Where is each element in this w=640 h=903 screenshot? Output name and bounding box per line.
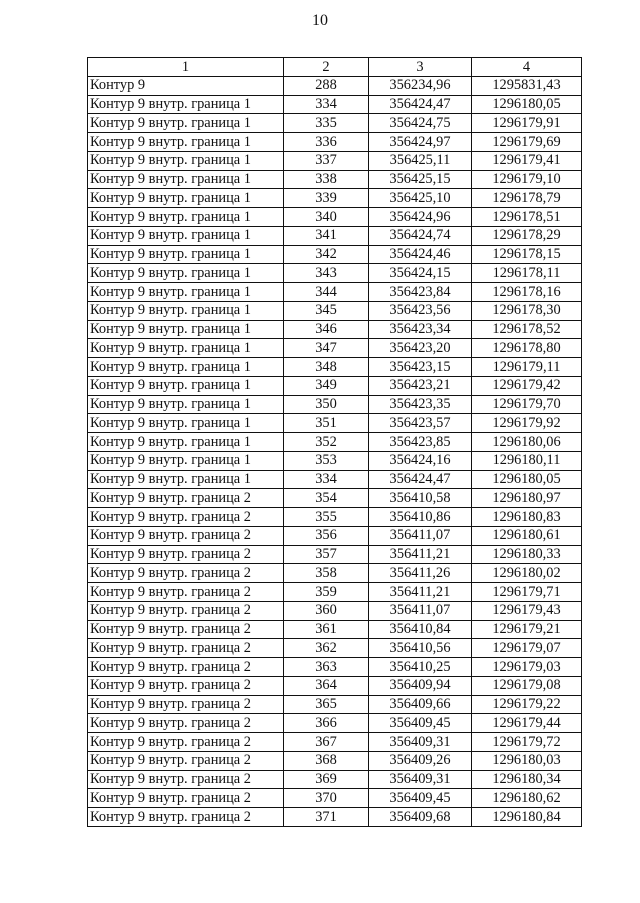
point-number-cell: 355: [284, 508, 369, 527]
y-coordinate-cell: 1296180,02: [472, 564, 582, 583]
x-coordinate-cell: 356424,75: [369, 114, 472, 133]
y-coordinate-cell: 1296179,08: [472, 676, 582, 695]
y-coordinate-cell: 1296179,41: [472, 151, 582, 170]
point-number-cell: 336: [284, 133, 369, 152]
table-row: [88, 658, 582, 677]
x-coordinate-cell: 356424,15: [369, 264, 472, 283]
point-number-cell: 354: [284, 489, 369, 508]
table-row: [88, 751, 582, 770]
contour-name-cell: Контур 9 внутр. граница 1: [88, 264, 284, 283]
y-coordinate-cell: 1296178,29: [472, 226, 582, 245]
y-coordinate-cell: 1296179,44: [472, 714, 582, 733]
x-coordinate-cell: 356424,74: [369, 226, 472, 245]
contour-name-cell: Контур 9 внутр. граница 2: [88, 489, 284, 508]
contour-name-cell: Контур 9 внутр. граница 1: [88, 339, 284, 358]
contour-name-cell: Контур 9 внутр. граница 2: [88, 508, 284, 527]
table-row: [88, 339, 582, 358]
point-number-cell: 370: [284, 789, 369, 808]
y-coordinate-cell: 1296179,91: [472, 114, 582, 133]
point-number-cell: 361: [284, 620, 369, 639]
x-coordinate-cell: 356423,15: [369, 358, 472, 377]
x-coordinate-cell: 356410,86: [369, 508, 472, 527]
contour-name-cell: Контур 9 внутр. граница 2: [88, 620, 284, 639]
point-number-cell: 364: [284, 676, 369, 695]
table-row: [88, 676, 582, 695]
point-number-cell: 345: [284, 301, 369, 320]
y-coordinate-cell: 1296179,92: [472, 414, 582, 433]
table-row: [88, 433, 582, 452]
contour-name-cell: Контур 9 внутр. граница 1: [88, 451, 284, 470]
y-coordinate-cell: 1296180,34: [472, 770, 582, 789]
point-number-cell: 288: [284, 76, 369, 95]
point-number-cell: 359: [284, 583, 369, 602]
x-coordinate-cell: 356410,58: [369, 489, 472, 508]
contour-name-cell: Контур 9 внутр. граница 1: [88, 376, 284, 395]
point-number-cell: 340: [284, 208, 369, 227]
y-coordinate-cell: 1296180,05: [472, 95, 582, 114]
table-row: [88, 808, 582, 827]
table-body: [88, 76, 582, 826]
table-row: [88, 489, 582, 508]
contour-name-cell: Контур 9 внутр. граница 2: [88, 789, 284, 808]
table-row: [88, 470, 582, 489]
x-coordinate-cell: 356424,46: [369, 245, 472, 264]
y-coordinate-cell: 1296179,11: [472, 358, 582, 377]
table-row: [88, 245, 582, 264]
table-row: [88, 451, 582, 470]
x-coordinate-cell: 356424,97: [369, 133, 472, 152]
x-coordinate-cell: 356424,47: [369, 470, 472, 489]
contour-name-cell: Контур 9 внутр. граница 1: [88, 189, 284, 208]
y-coordinate-cell: 1296179,21: [472, 620, 582, 639]
x-coordinate-cell: 356411,26: [369, 564, 472, 583]
table-row: [88, 189, 582, 208]
point-number-cell: 356: [284, 526, 369, 545]
y-coordinate-cell: 1296180,83: [472, 508, 582, 527]
table-row: [88, 208, 582, 227]
point-number-cell: 341: [284, 226, 369, 245]
contour-name-cell: Контур 9 внутр. граница 1: [88, 245, 284, 264]
y-coordinate-cell: 1296180,03: [472, 751, 582, 770]
contour-name-cell: Контур 9 внутр. граница 1: [88, 133, 284, 152]
x-coordinate-cell: 356409,26: [369, 751, 472, 770]
y-coordinate-cell: 1296178,15: [472, 245, 582, 264]
point-number-cell: 335: [284, 114, 369, 133]
y-coordinate-cell: 1295831,43: [472, 76, 582, 95]
point-number-cell: 353: [284, 451, 369, 470]
point-number-cell: 334: [284, 95, 369, 114]
x-coordinate-cell: 356409,66: [369, 695, 472, 714]
table-row: [88, 639, 582, 658]
y-coordinate-cell: 1296178,79: [472, 189, 582, 208]
y-coordinate-cell: 1296179,71: [472, 583, 582, 602]
table-row: [88, 770, 582, 789]
x-coordinate-cell: 356423,56: [369, 301, 472, 320]
x-coordinate-cell: 356411,21: [369, 545, 472, 564]
table-row: [88, 320, 582, 339]
y-coordinate-cell: 1296180,62: [472, 789, 582, 808]
y-coordinate-cell: 1296179,72: [472, 733, 582, 752]
column-header-1: 1: [88, 58, 284, 77]
contour-name-cell: Контур 9 внутр. граница 2: [88, 545, 284, 564]
x-coordinate-cell: 356409,45: [369, 714, 472, 733]
column-header-3: 3: [369, 58, 472, 77]
point-number-cell: 367: [284, 733, 369, 752]
y-coordinate-cell: 1296180,61: [472, 526, 582, 545]
contour-name-cell: Контур 9 внутр. граница 2: [88, 526, 284, 545]
y-coordinate-cell: 1296179,10: [472, 170, 582, 189]
contour-name-cell: Контур 9 внутр. граница 1: [88, 95, 284, 114]
x-coordinate-cell: 356411,07: [369, 526, 472, 545]
point-number-cell: 346: [284, 320, 369, 339]
table-row: [88, 526, 582, 545]
table-row: [88, 264, 582, 283]
y-coordinate-cell: 1296180,05: [472, 470, 582, 489]
x-coordinate-cell: 356410,84: [369, 620, 472, 639]
contour-name-cell: Контур 9 внутр. граница 2: [88, 601, 284, 620]
y-coordinate-cell: 1296178,16: [472, 283, 582, 302]
contour-name-cell: Контур 9 внутр. граница 1: [88, 320, 284, 339]
table-row: [88, 508, 582, 527]
y-coordinate-cell: 1296178,30: [472, 301, 582, 320]
x-coordinate-cell: 356423,21: [369, 376, 472, 395]
contour-name-cell: Контур 9 внутр. граница 2: [88, 808, 284, 827]
x-coordinate-cell: 356423,85: [369, 433, 472, 452]
y-coordinate-cell: 1296178,52: [472, 320, 582, 339]
x-coordinate-cell: 356424,47: [369, 95, 472, 114]
coordinates-table: [87, 57, 582, 827]
y-coordinate-cell: 1296180,84: [472, 808, 582, 827]
table-row: [88, 620, 582, 639]
column-header-4: 4: [472, 58, 582, 77]
x-coordinate-cell: 356423,57: [369, 414, 472, 433]
table-row: [88, 414, 582, 433]
x-coordinate-cell: 356423,20: [369, 339, 472, 358]
point-number-cell: 347: [284, 339, 369, 358]
table-row: [88, 545, 582, 564]
x-coordinate-cell: 356411,07: [369, 601, 472, 620]
x-coordinate-cell: 356410,25: [369, 658, 472, 677]
table-row: [88, 564, 582, 583]
x-coordinate-cell: 356410,56: [369, 639, 472, 658]
y-coordinate-cell: 1296178,51: [472, 208, 582, 227]
y-coordinate-cell: 1296180,97: [472, 489, 582, 508]
x-coordinate-cell: 356234,96: [369, 76, 472, 95]
table-row: [88, 114, 582, 133]
y-coordinate-cell: 1296179,07: [472, 639, 582, 658]
y-coordinate-cell: 1296180,11: [472, 451, 582, 470]
table-row: [88, 376, 582, 395]
contour-name-cell: Контур 9 внутр. граница 2: [88, 658, 284, 677]
point-number-cell: 352: [284, 433, 369, 452]
contour-name-cell: Контур 9 внутр. граница 1: [88, 170, 284, 189]
point-number-cell: 339: [284, 189, 369, 208]
point-number-cell: 334: [284, 470, 369, 489]
x-coordinate-cell: 356423,84: [369, 283, 472, 302]
point-number-cell: 338: [284, 170, 369, 189]
contour-name-cell: Контур 9 внутр. граница 1: [88, 283, 284, 302]
point-number-cell: 342: [284, 245, 369, 264]
table-row: [88, 695, 582, 714]
point-number-cell: 369: [284, 770, 369, 789]
y-coordinate-cell: 1296179,70: [472, 395, 582, 414]
y-coordinate-cell: 1296179,43: [472, 601, 582, 620]
point-number-cell: 362: [284, 639, 369, 658]
table-row: [88, 358, 582, 377]
y-coordinate-cell: 1296179,42: [472, 376, 582, 395]
contour-name-cell: Контур 9 внутр. граница 2: [88, 733, 284, 752]
point-number-cell: 337: [284, 151, 369, 170]
x-coordinate-cell: 356409,94: [369, 676, 472, 695]
x-coordinate-cell: 356409,31: [369, 733, 472, 752]
x-coordinate-cell: 356409,45: [369, 789, 472, 808]
table-row: [88, 95, 582, 114]
x-coordinate-cell: 356409,68: [369, 808, 472, 827]
x-coordinate-cell: 356425,11: [369, 151, 472, 170]
y-coordinate-cell: 1296179,03: [472, 658, 582, 677]
x-coordinate-cell: 356423,35: [369, 395, 472, 414]
table-row: [88, 733, 582, 752]
table-row: [88, 789, 582, 808]
page-number: 10: [312, 12, 328, 29]
contour-name-cell: Контур 9 внутр. граница 1: [88, 208, 284, 227]
contour-name-cell: Контур 9 внутр. граница 2: [88, 639, 284, 658]
contour-name-cell: Контур 9 внутр. граница 2: [88, 676, 284, 695]
contour-name-cell: Контур 9 внутр. граница 1: [88, 358, 284, 377]
point-number-cell: 358: [284, 564, 369, 583]
x-coordinate-cell: 356424,16: [369, 451, 472, 470]
point-number-cell: 351: [284, 414, 369, 433]
table-row: [88, 170, 582, 189]
table-header-row: [88, 58, 582, 77]
point-number-cell: 350: [284, 395, 369, 414]
y-coordinate-cell: 1296180,33: [472, 545, 582, 564]
table-row: [88, 601, 582, 620]
contour-name-cell: Контур 9 внутр. граница 1: [88, 470, 284, 489]
contour-name-cell: Контур 9 внутр. граница 2: [88, 751, 284, 770]
y-coordinate-cell: 1296179,69: [472, 133, 582, 152]
point-number-cell: 349: [284, 376, 369, 395]
contour-name-cell: Контур 9 внутр. граница 2: [88, 770, 284, 789]
x-coordinate-cell: 356425,15: [369, 170, 472, 189]
contour-name-cell: Контур 9 внутр. граница 1: [88, 433, 284, 452]
table-row: [88, 301, 582, 320]
table-row: [88, 583, 582, 602]
contour-name-cell: Контур 9 внутр. граница 1: [88, 395, 284, 414]
point-number-cell: 365: [284, 695, 369, 714]
contour-name-cell: Контур 9 внутр. граница 1: [88, 151, 284, 170]
point-number-cell: 344: [284, 283, 369, 302]
table-row: [88, 226, 582, 245]
point-number-cell: 360: [284, 601, 369, 620]
table-row: [88, 133, 582, 152]
point-number-cell: 368: [284, 751, 369, 770]
contour-name-cell: Контур 9 внутр. граница 2: [88, 583, 284, 602]
point-number-cell: 343: [284, 264, 369, 283]
y-coordinate-cell: 1296178,11: [472, 264, 582, 283]
contour-name-cell: Контур 9 внутр. граница 1: [88, 226, 284, 245]
y-coordinate-cell: 1296180,06: [472, 433, 582, 452]
table-row: [88, 714, 582, 733]
point-number-cell: 348: [284, 358, 369, 377]
x-coordinate-cell: 356411,21: [369, 583, 472, 602]
table-row: [88, 395, 582, 414]
contour-name-cell: Контур 9 внутр. граница 2: [88, 564, 284, 583]
x-coordinate-cell: 356423,34: [369, 320, 472, 339]
x-coordinate-cell: 356424,96: [369, 208, 472, 227]
point-number-cell: 357: [284, 545, 369, 564]
table-row: [88, 76, 582, 95]
contour-name-cell: Контур 9: [88, 76, 284, 95]
point-number-cell: 363: [284, 658, 369, 677]
contour-name-cell: Контур 9 внутр. граница 1: [88, 301, 284, 320]
point-number-cell: 371: [284, 808, 369, 827]
y-coordinate-cell: 1296178,80: [472, 339, 582, 358]
x-coordinate-cell: 356425,10: [369, 189, 472, 208]
table-row: [88, 151, 582, 170]
contour-name-cell: Контур 9 внутр. граница 1: [88, 114, 284, 133]
contour-name-cell: Контур 9 внутр. граница 2: [88, 714, 284, 733]
x-coordinate-cell: 356409,31: [369, 770, 472, 789]
point-number-cell: 366: [284, 714, 369, 733]
contour-name-cell: Контур 9 внутр. граница 1: [88, 414, 284, 433]
y-coordinate-cell: 1296179,22: [472, 695, 582, 714]
table-row: [88, 283, 582, 302]
contour-name-cell: Контур 9 внутр. граница 2: [88, 695, 284, 714]
column-header-2: 2: [284, 58, 369, 77]
